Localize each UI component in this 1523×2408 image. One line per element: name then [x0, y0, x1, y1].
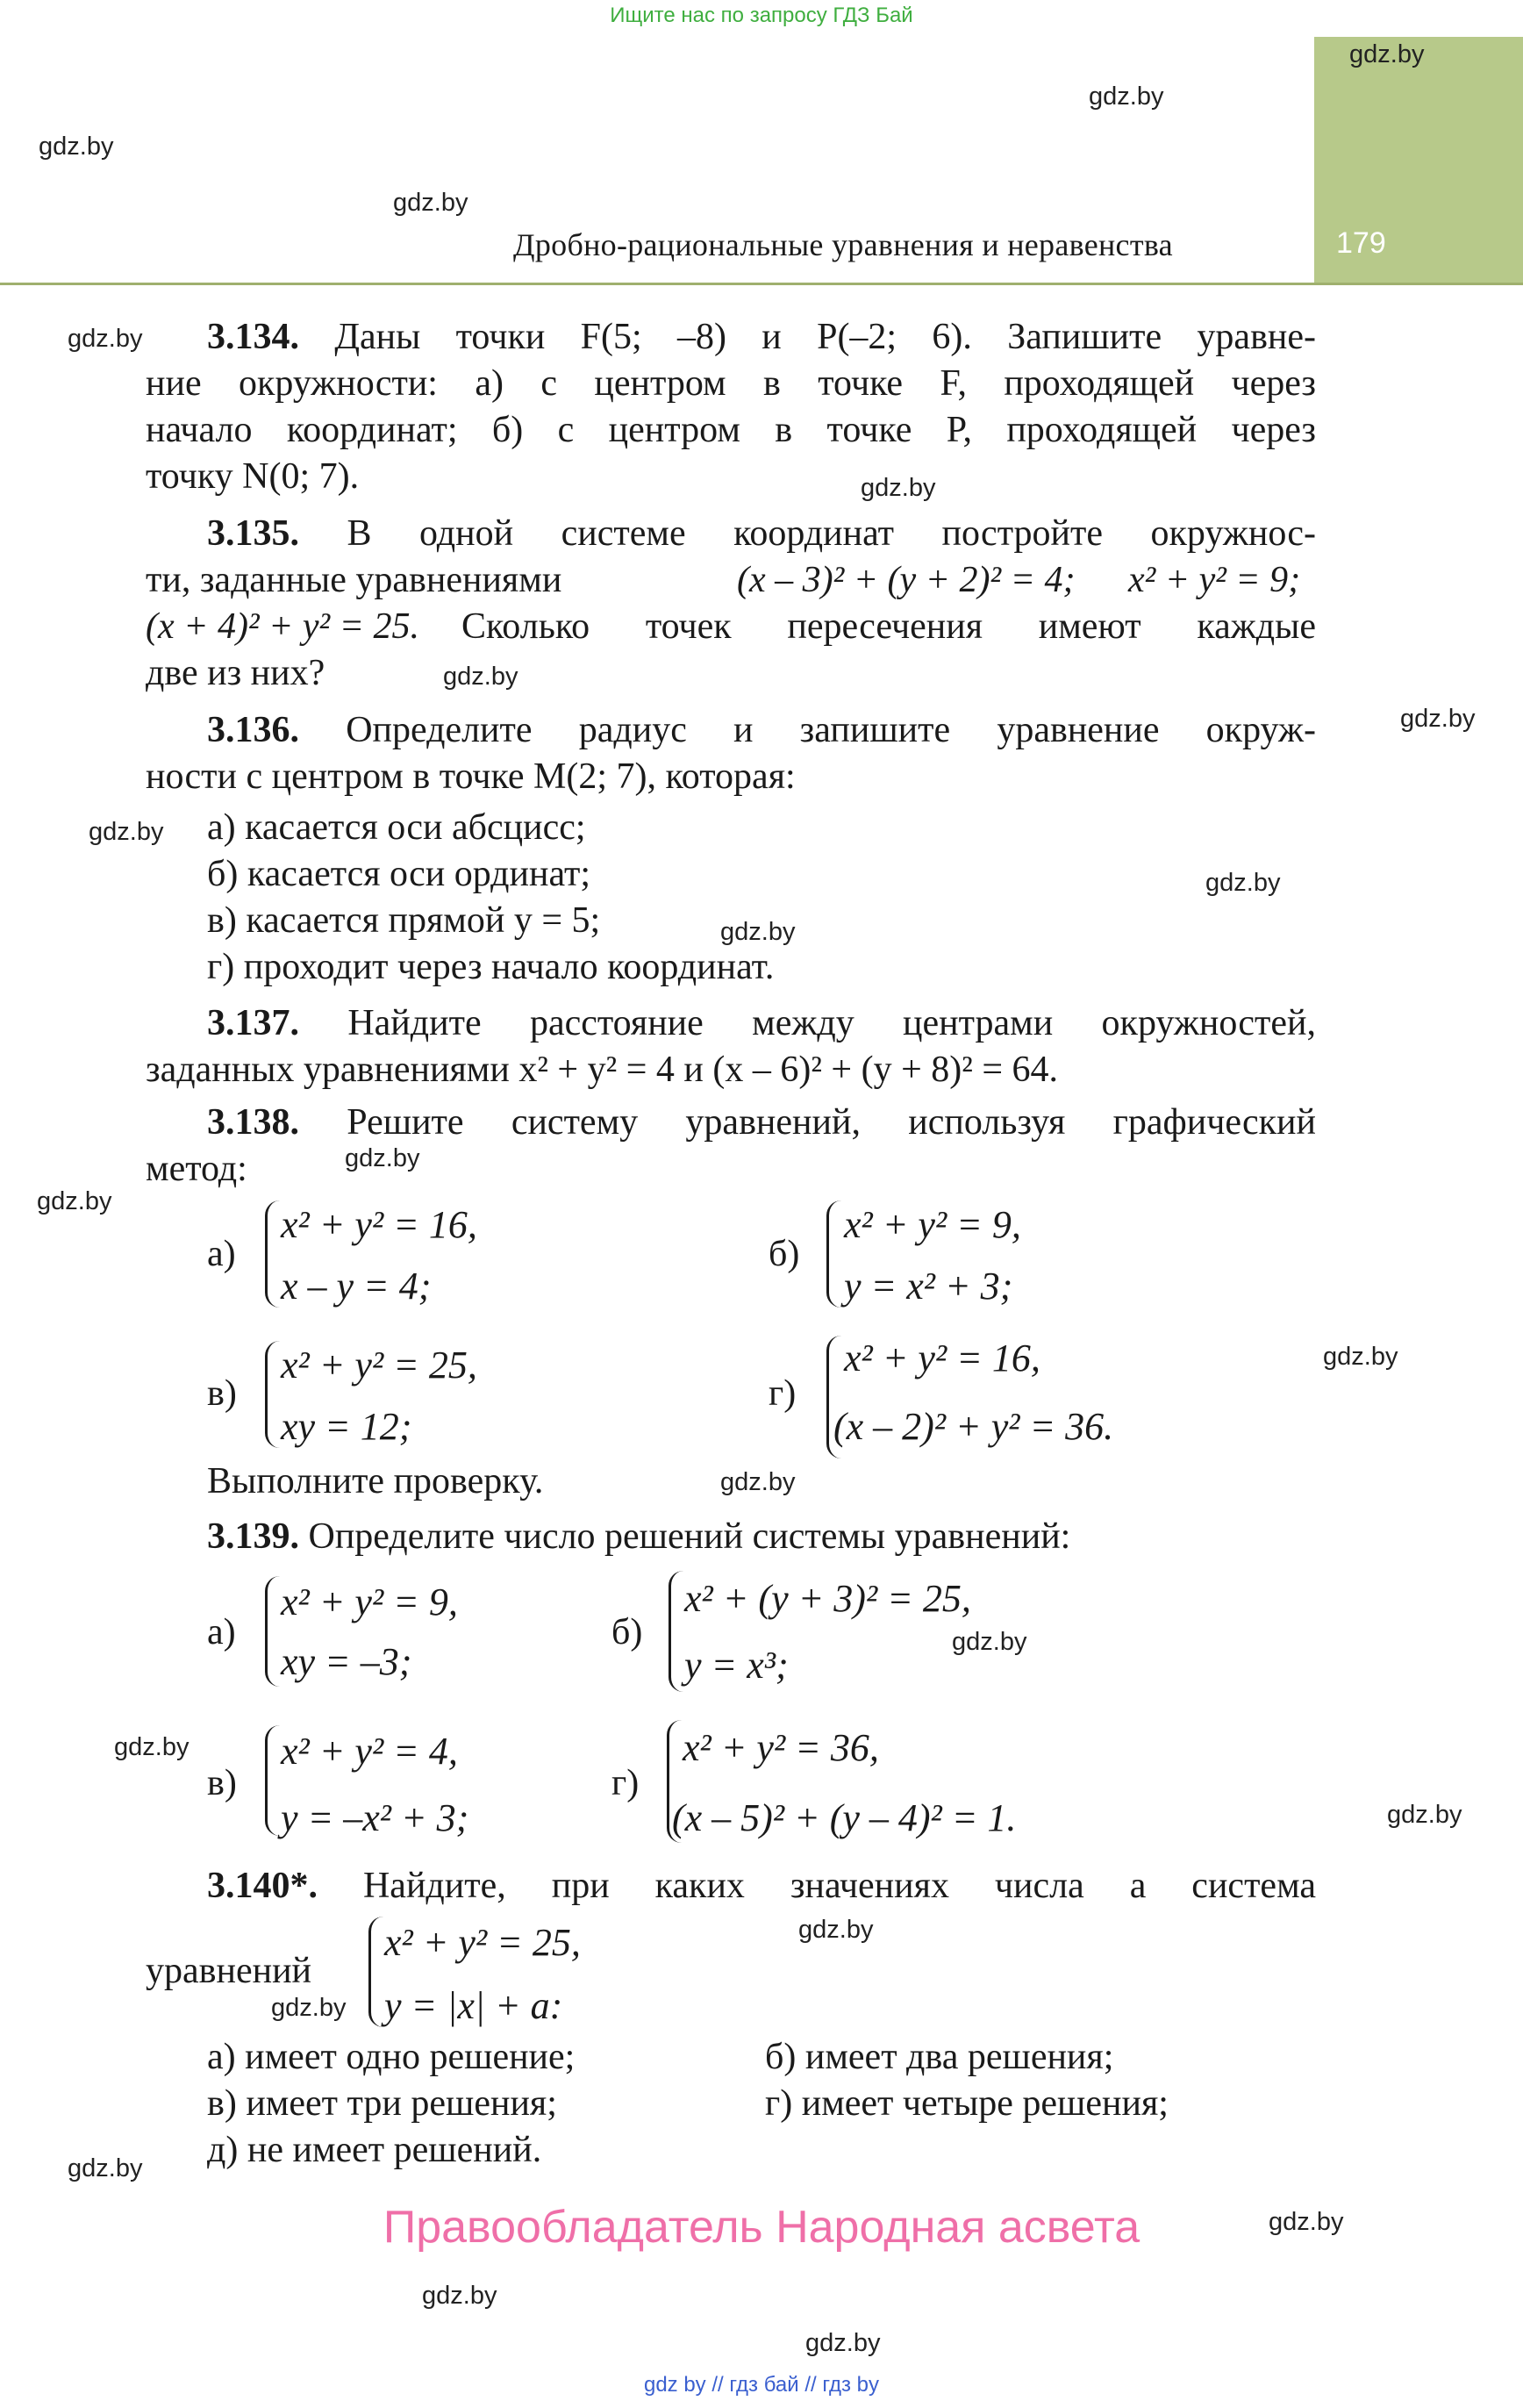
equation: x² + y² = 16,: [281, 1203, 477, 1246]
watermark: gdz.by: [39, 133, 114, 161]
problem-text: В одной системе координат постройте окружнос-: [347, 513, 1316, 554]
top-search-hint[interactable]: Ищите нас по запросу ГДЗ Бай: [610, 4, 913, 27]
problem-text: ние окружности: а) с центром в точке F, проходящей через: [146, 363, 1316, 404]
check-instruction: Выполните проверку.: [207, 1461, 544, 1501]
watermark: gdz.by: [114, 1733, 189, 1761]
watermark: gdz.by: [393, 189, 468, 217]
problem-text: уравнений: [146, 1951, 312, 1991]
system-brace: [265, 1576, 280, 1687]
list-item: а) касается оси абсцисс;: [207, 807, 586, 848]
problem-text: точку N(0; 7).: [146, 456, 360, 497]
system-brace: [265, 1200, 280, 1308]
problem-3-134: [207, 314, 1316, 361]
equation: x² + y² = 36,: [683, 1726, 879, 1769]
problem-text: Определите радиус и запишите уравнение окруж-: [346, 710, 1316, 750]
equation: (x – 3)² + (y + 2)² = 4;: [737, 560, 1076, 600]
problem-3-136: [207, 707, 1316, 754]
watermark: gdz.by: [37, 1187, 112, 1215]
watermark: gdz.by: [952, 1628, 1027, 1656]
equation: y = x³;: [684, 1644, 789, 1687]
problem-number: 3.138.: [207, 1102, 299, 1143]
equation: x² + y² = 9,: [844, 1203, 1021, 1246]
watermark: gdz.by: [861, 474, 936, 502]
system-label: в): [207, 1373, 237, 1414]
copyright-notice: Правообладатель Народная асвета: [383, 2202, 1140, 2253]
watermark: gdz.by: [443, 663, 518, 691]
system-label: г): [769, 1373, 797, 1414]
problem-3-134-cont: [146, 361, 1316, 500]
problem-text: Найдите расстояние между центрами окружностей,: [347, 1003, 1316, 1043]
watermark: gdz.by: [271, 1994, 347, 2022]
problem-text: Найдите, при каких значениях числа a система: [362, 1866, 1317, 1906]
watermark: gdz.by: [798, 1916, 874, 1944]
equation: x² + y² = 4,: [281, 1730, 458, 1773]
watermark: gdz.by: [1400, 705, 1476, 733]
list-item: в) имеет три решения;: [207, 2083, 557, 2124]
list-item: в) касается прямой y = 5;: [207, 900, 601, 941]
system-label: в): [207, 1763, 237, 1803]
watermark: gdz.by: [1269, 2208, 1344, 2236]
equation: (x – 2)² + y² = 36.: [833, 1405, 1114, 1448]
problem-3-135: [207, 511, 1316, 557]
system-brace: [669, 1571, 683, 1692]
equation: x – y = 4;: [281, 1265, 432, 1308]
equation: x² + (y + 3)² = 25,: [684, 1577, 971, 1620]
system-brace: [265, 1341, 280, 1448]
problem-number: 3.140*.: [207, 1866, 318, 1906]
equation: (x – 5)² + (y – 4)² = 1.: [672, 1796, 1017, 1839]
equation: xy = –3;: [281, 1640, 412, 1683]
problem-text-wrap: [461, 604, 1316, 650]
list-item: г) имеет четыре решения;: [765, 2083, 1169, 2124]
equation: (x + 4)² + y² = 25.: [146, 606, 419, 647]
system-brace: [265, 1725, 280, 1836]
watermark: gdz.by: [1323, 1343, 1398, 1371]
header-divider: [0, 283, 1523, 285]
problem-text: ти, заданные уравнениями: [146, 560, 562, 600]
problem-text: Даны точки F(5; –8) и P(–2; 6). Запишите уравне-: [334, 317, 1317, 357]
problem-text: начало координат; б) с центром в точке P, проходящей через: [146, 410, 1316, 450]
watermark: gdz.by: [1349, 40, 1425, 68]
problem-text: Решите систему уравнений, используя графический: [347, 1102, 1317, 1143]
system-label: а): [207, 1234, 236, 1274]
watermark: gdz.by: [1089, 82, 1164, 111]
watermark: gdz.by: [68, 325, 143, 353]
equation: x² + y² = 25,: [384, 1921, 581, 1964]
problem-text: метод:: [146, 1149, 247, 1189]
footer-links[interactable]: gdz by // гдз бай // гдз by: [643, 2373, 880, 2397]
problem-3-137: [207, 1000, 1316, 1047]
problem-number: 3.134.: [207, 317, 299, 357]
problem-text: две из них?: [146, 653, 325, 693]
system-label: б): [769, 1234, 800, 1274]
problem-text: ности с центром в точке M(2; 7), которая:: [146, 756, 796, 797]
problem-3-139: [207, 1514, 1070, 1560]
watermark: gdz.by: [345, 1144, 420, 1172]
watermark: gdz.by: [89, 818, 164, 846]
problem-text: заданных уравнениями x² + y² = 4 и (x – 6)² + (y + 8)² = 64.: [146, 1050, 1059, 1090]
watermark: gdz.by: [720, 918, 796, 946]
problem-number: 3.137.: [207, 1003, 299, 1043]
equation: x² + y² = 9;: [1128, 560, 1301, 600]
list-item: б) имеет два решения;: [765, 2037, 1114, 2077]
running-title: Дробно-рациональные уравнения и неравенства: [513, 227, 1173, 262]
problem-3-138: [207, 1100, 1316, 1146]
watermark: gdz.by: [805, 2329, 881, 2357]
equation: x² + y² = 9,: [281, 1580, 458, 1623]
system-label: г): [611, 1763, 640, 1803]
system-label: б): [611, 1612, 643, 1652]
watermark: gdz.by: [720, 1468, 796, 1496]
watermark: gdz.by: [1205, 869, 1281, 897]
equation: x² + y² = 25,: [281, 1344, 477, 1387]
list-item: г) проходит через начало координат.: [207, 947, 775, 987]
equation: y = –x² + 3;: [281, 1796, 469, 1839]
list-item: б) касается оси ординат;: [207, 854, 591, 894]
problem-number: 3.135.: [207, 513, 299, 554]
list-item: д) не имеет решений.: [207, 2130, 542, 2170]
problem-number: 3.136.: [207, 710, 299, 750]
watermark: gdz.by: [1387, 1801, 1462, 1829]
system-label: а): [207, 1612, 236, 1652]
system-brace: [826, 1200, 841, 1308]
equation: x² + y² = 16,: [844, 1337, 1040, 1380]
watermark: gdz.by: [68, 2154, 143, 2182]
problem-text: Определите число решений системы уравнений:: [308, 1516, 1071, 1557]
equation: y = |x| + a:: [384, 1984, 563, 2027]
problem-text: Сколько точек пересечения имеют каждые: [461, 606, 1316, 647]
problem-3-140: [207, 1863, 1316, 1910]
problem-number: 3.139.: [207, 1516, 299, 1557]
page-number: 179: [1336, 226, 1386, 260]
equation: y = x² + 3;: [844, 1265, 1013, 1308]
equation: xy = 12;: [281, 1405, 412, 1448]
watermark: gdz.by: [422, 2282, 497, 2310]
list-item: а) имеет одно решение;: [207, 2037, 576, 2077]
system-brace: [368, 1917, 383, 2027]
